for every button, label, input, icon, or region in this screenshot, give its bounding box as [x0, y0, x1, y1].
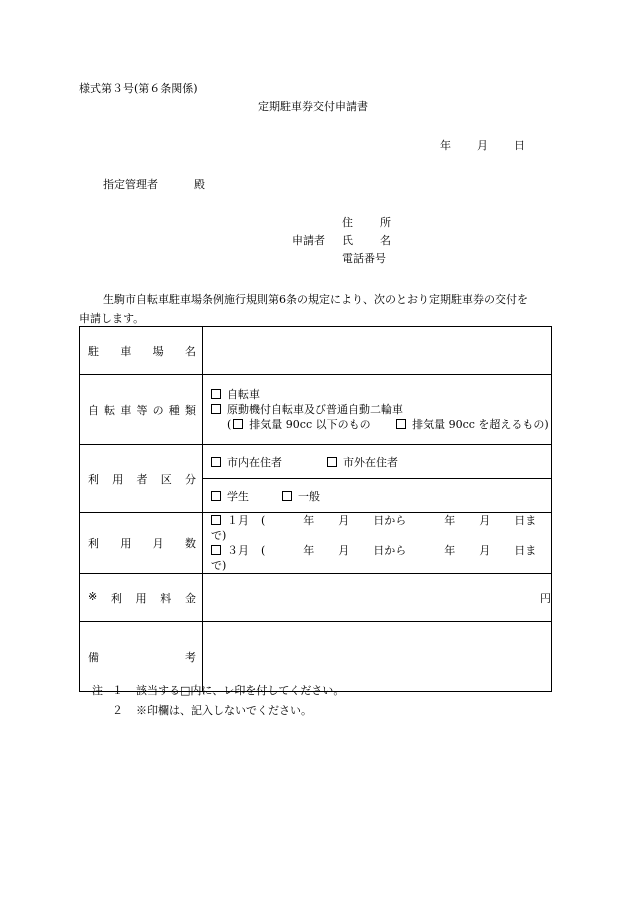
addressee-line	[103, 178, 205, 192]
note-2: ２ ※印欄は、記入しないでください。	[112, 704, 312, 717]
months-options	[203, 513, 552, 574]
checkbox-motorized[interactable]	[211, 404, 221, 414]
parking-lot-label: 駐 車 場 名	[80, 327, 203, 375]
checkbox-over-90cc[interactable]	[396, 419, 406, 429]
checkbox-resident[interactable]	[211, 457, 221, 467]
checkbox-non-resident[interactable]	[327, 457, 337, 467]
residency-options	[203, 445, 552, 479]
checkbox-under-90cc[interactable]	[233, 419, 243, 429]
applicant-block	[292, 216, 391, 270]
checkbox-1-month[interactable]	[211, 515, 221, 525]
date-line	[440, 139, 525, 153]
row-vehicle-type	[80, 375, 552, 445]
addressee-name: 指定管理者	[103, 178, 158, 191]
months-option-3: ３月 ( 年 月 日から 年 月 日まで)	[211, 544, 537, 572]
option-motorized: 原動機付自転車及び普通自動二輪車	[227, 403, 403, 416]
intro-text-line2: 申請します。	[79, 312, 145, 325]
form-number: 様式第３号(第６条関係)	[79, 82, 198, 95]
application-table	[79, 326, 552, 692]
row-remarks	[80, 622, 552, 692]
row-user-class-1	[80, 445, 552, 479]
applicant-address-row	[292, 216, 391, 234]
remarks-input[interactable]	[203, 622, 552, 692]
months-label: 利 用 月 数	[80, 513, 203, 574]
checkbox-3-months[interactable]	[211, 545, 221, 555]
months-option-1: １月 ( 年 月 日から 年 月 日まで)	[211, 514, 537, 542]
address-label: 住 所	[342, 216, 391, 229]
applicant-prefix: 申請者	[292, 234, 325, 247]
date-day: 日	[514, 139, 525, 152]
user-class-label: 利 用 者 区 分	[80, 445, 203, 513]
row-months	[80, 513, 552, 574]
vehicle-type-options: 自転車 原動機付自転車及び普通自動二輪車 ( 排気量 90cc 以下のもの 排気量 90cc を超えるもの)	[203, 375, 552, 445]
applicant-name-row	[292, 234, 391, 252]
parking-lot-input[interactable]	[203, 327, 552, 375]
phone-label: 電話番号	[342, 252, 386, 265]
notes	[92, 684, 344, 724]
note-1: 注 １ 該当する□内に、レ印を付してください。	[92, 684, 345, 697]
applicant-phone-row	[292, 252, 391, 270]
option-resident: 市内在住者	[227, 455, 282, 469]
fee-field	[203, 574, 552, 622]
checkbox-bicycle[interactable]	[211, 389, 221, 399]
intro-text-line1: 生駒市自転車駐車場条例施行規則第6条の規定により、次のとおり定期駐車券の交付を	[103, 293, 528, 306]
vehicle-type-label: 自 転 車 等 の 種 類	[80, 375, 203, 445]
checkbox-student[interactable]	[211, 491, 221, 501]
option-non-resident: 市外在住者	[343, 455, 398, 469]
row-fee	[80, 574, 552, 622]
date-year: 年	[440, 139, 451, 152]
name-label: 氏 名	[342, 234, 391, 247]
addressee-honorific: 殿	[194, 178, 205, 191]
fee-label: ※ 利 用 料 金	[80, 574, 203, 622]
category-options	[203, 479, 552, 513]
option-bicycle: 自転車	[227, 388, 260, 401]
yen-unit: 円	[540, 591, 551, 605]
option-over-90cc: 排気量 90cc を超えるもの)	[412, 418, 549, 431]
date-month: 月	[477, 139, 488, 152]
remarks-label: 備 考	[80, 622, 203, 692]
row-parking-lot	[80, 327, 552, 375]
document-title: 定期駐車券交付申請書	[258, 100, 368, 113]
checkbox-general[interactable]	[282, 491, 292, 501]
option-general: 一般	[298, 489, 320, 503]
option-under-90cc: 排気量 90cc 以下のもの	[249, 418, 371, 431]
option-student: 学生	[227, 489, 249, 503]
